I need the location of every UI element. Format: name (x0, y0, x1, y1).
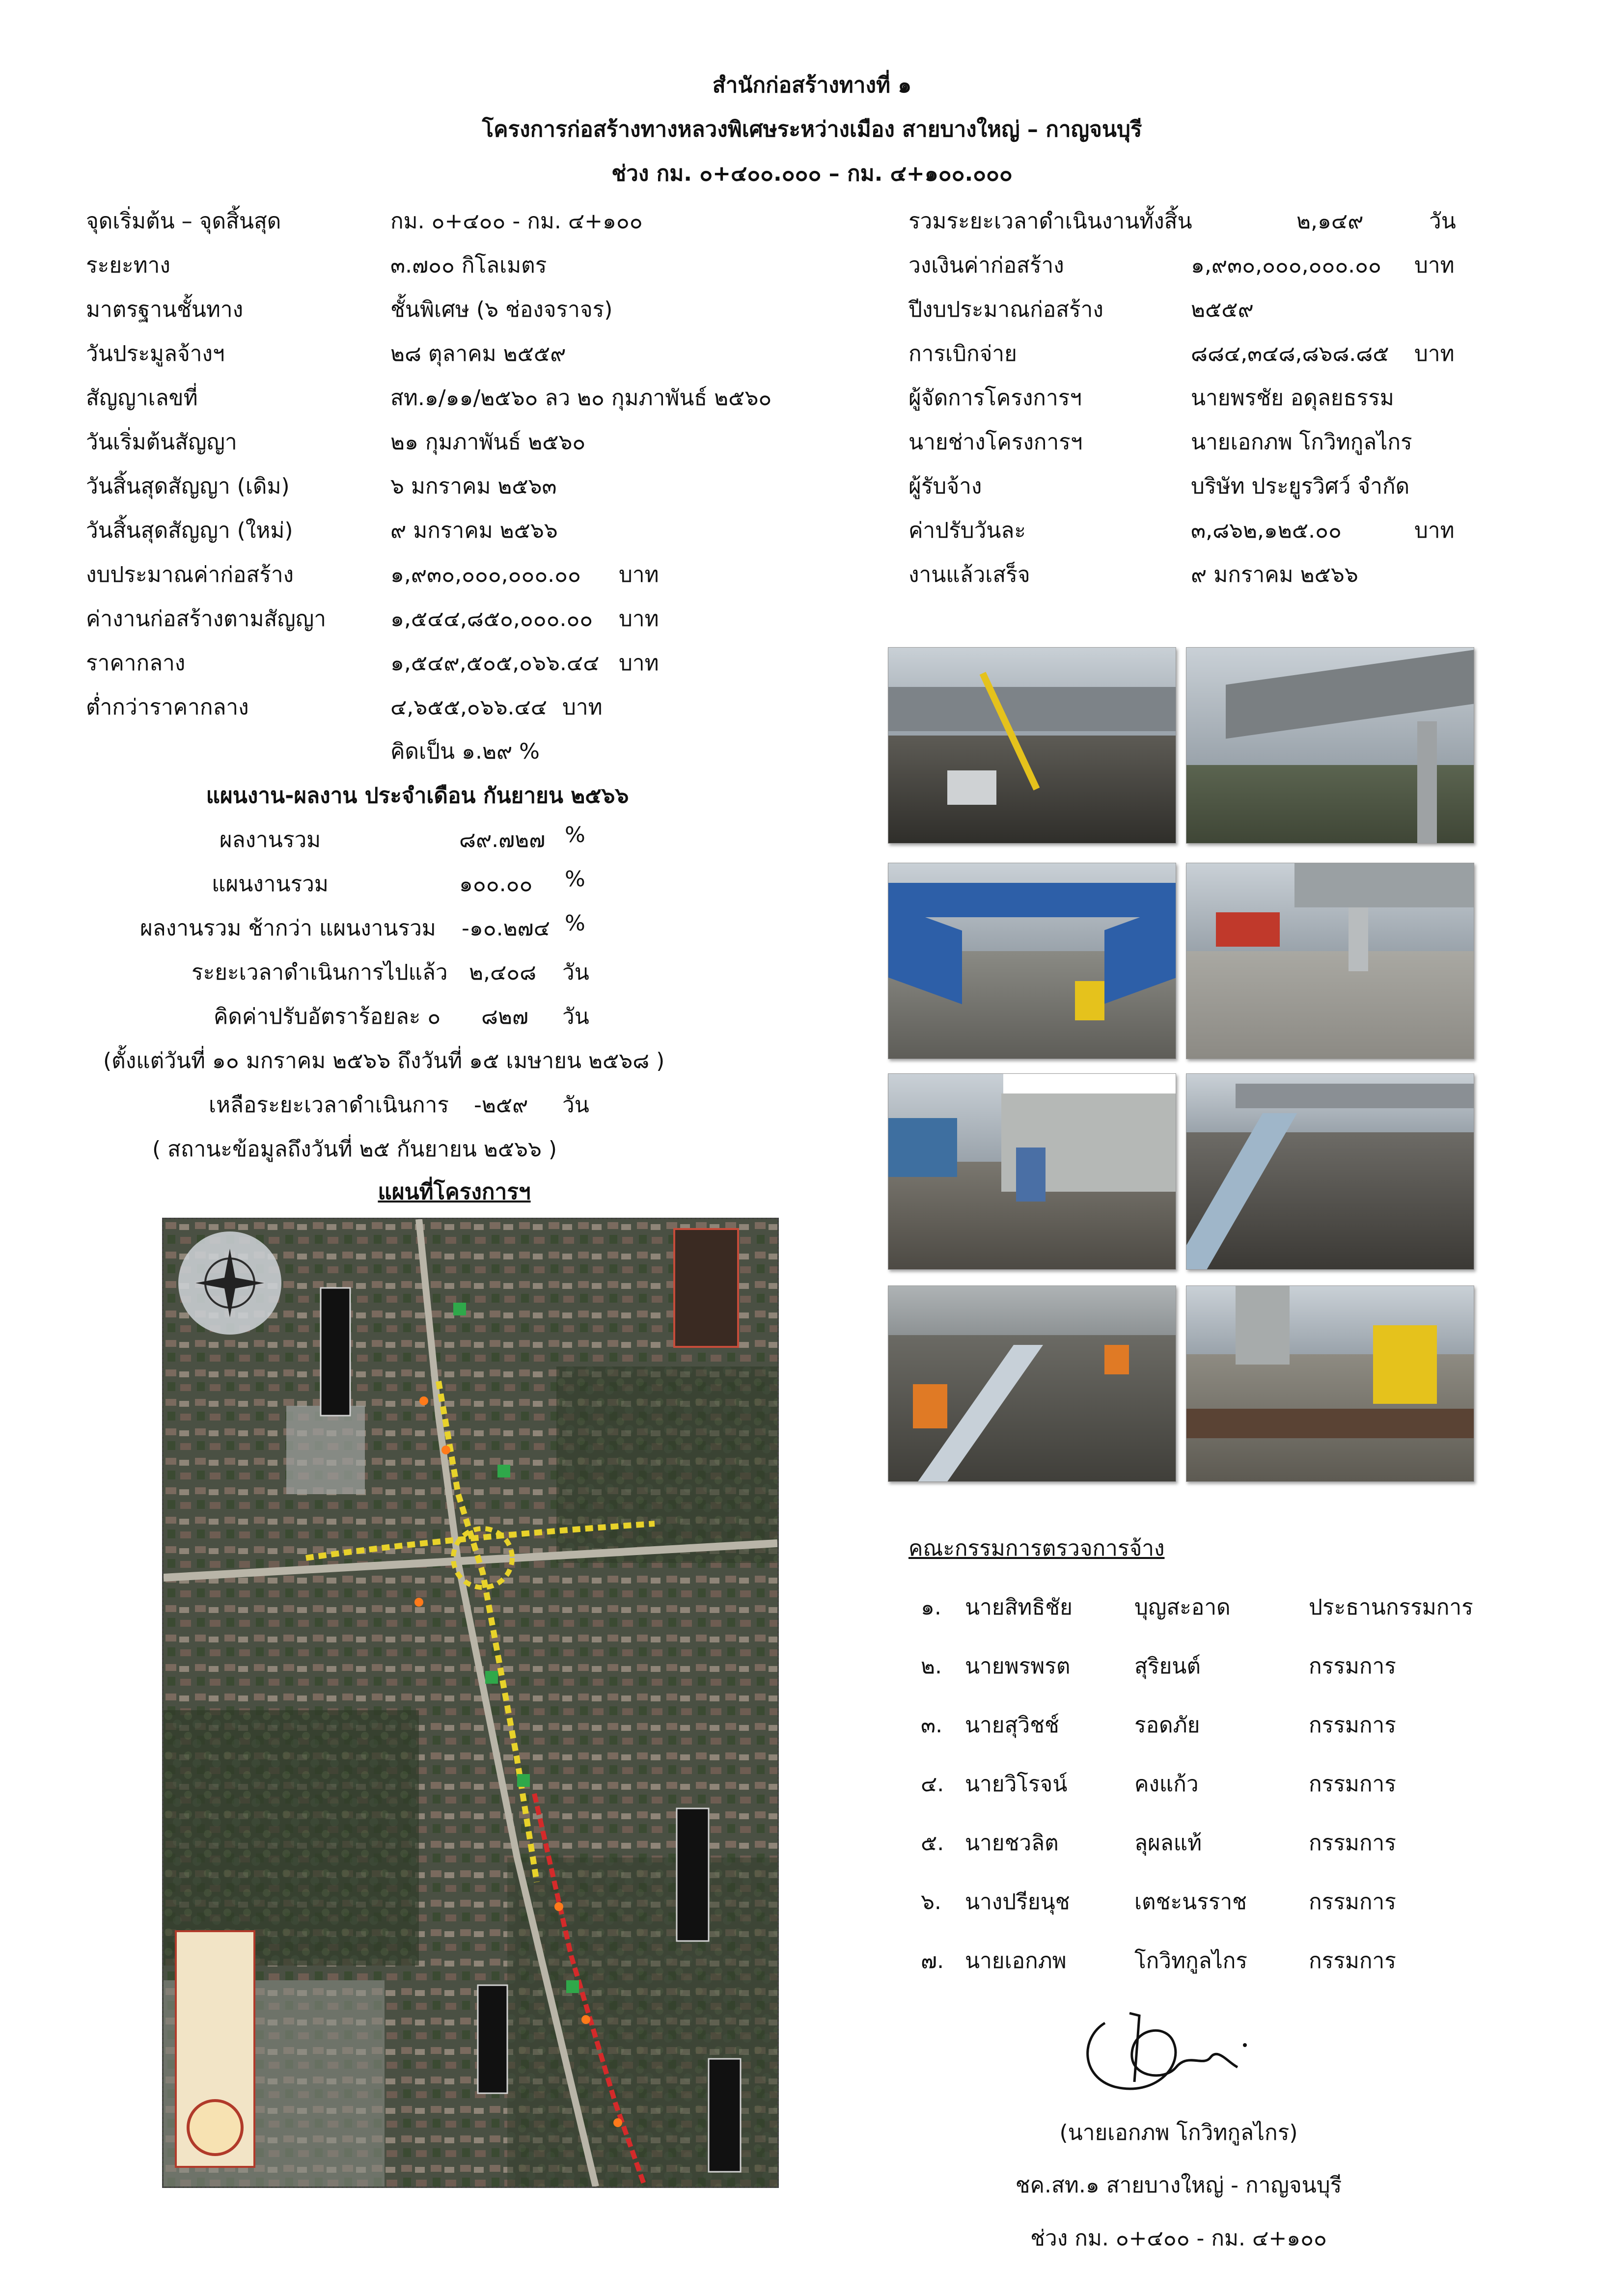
progress-value: ๘๒๗ (481, 1004, 529, 1029)
member-role: กรรมการ (1309, 1654, 1396, 1679)
progress-value: ๒,๔๐๘ (469, 960, 537, 985)
progress-label: คิดค่าปรับอัตราร้อยละ ๐ (214, 1004, 441, 1029)
info-label: วงเงินค่าก่อสร้าง (908, 253, 1064, 278)
info-label: ค่าปรับวันละ (908, 518, 1026, 543)
progress-unit: % (565, 911, 585, 936)
info-label: งานแล้วเสร็จ (908, 562, 1030, 587)
info-label: ระยะทาง (86, 253, 170, 278)
info-label: งบประมาณค่าก่อสร้าง (86, 562, 294, 587)
member-last-name: รอดภัย (1134, 1713, 1200, 1738)
signer-section: ช่วง กม. ๐+๔๐๐ - กม. ๔+๑๐๐ (1030, 2226, 1327, 2251)
info-label: รวมระยะเวลาดำเนินงานทั้งสิ้น (908, 209, 1192, 234)
info-value: ๒๑ กุมภาพันธ์ ๒๕๖๐ (390, 430, 586, 455)
member-first-name: นายสิทธิชัย (965, 1595, 1073, 1620)
info-value: ๑,๕๔๔,๘๕๐,๐๐๐.๐๐ (390, 606, 593, 631)
progress-label: ผลงานรวม ช้ากว่า แผนงานรวม (140, 916, 436, 941)
info-label: สัญญาเลขที่ (86, 385, 198, 410)
info-label: ค่างานก่อสร้างตามสัญญา (86, 606, 326, 631)
progress-label: ระยะเวลาดำเนินการไปแล้ว (192, 960, 448, 985)
signer-name: (นายเอกภพ โกวิทกูลไกร) (1059, 2120, 1298, 2145)
info-value: ๑,๙๓๐,๐๐๐,๐๐๐.๐๐ (1191, 253, 1381, 278)
info-unit: วัน (1429, 209, 1456, 234)
member-role: กรรมการ (1309, 1948, 1396, 1973)
member-last-name: โกวิทกูลไกร (1134, 1948, 1247, 1973)
info-value: ๓,๘๖๒,๑๒๕.๐๐ (1191, 518, 1342, 543)
info-unit: บาท (562, 695, 603, 720)
construction-photo-6 (1186, 1073, 1474, 1270)
info-value: ๒,๑๔๙ (1296, 209, 1364, 234)
info-value: ๔,๖๕๕,๐๖๖.๔๔ (390, 695, 548, 720)
info-label: จุดเริ่มต้น – จุดสิ้นสุด (86, 209, 281, 234)
member-number: ๒. (921, 1654, 942, 1679)
handwritten-signature (1071, 1994, 1257, 2102)
member-first-name: นายวิโรจน์ (965, 1772, 1068, 1797)
info-value: ๑,๕๔๙,๕๐๕,๐๖๖.๔๔ (390, 651, 600, 676)
signer-position: ชค.สท.๑ สายบางใหญ่ - กาญจนบุรี (1015, 2173, 1342, 2198)
info-value: ๘๘๔,๓๔๘,๘๖๘.๘๕ (1191, 341, 1389, 366)
progress-unit: วัน (562, 1004, 589, 1029)
department-seal (188, 2101, 242, 2155)
member-first-name: นายสุวิชช์ (965, 1713, 1059, 1738)
info-value: ๖ มกราคม ๒๕๖๓ (390, 474, 557, 499)
info-value: ๙ มกราคม ๒๕๖๖ (390, 518, 558, 543)
info-value: ๒๕๕๙ (1191, 297, 1254, 322)
info-unit: บาท (619, 651, 659, 676)
member-last-name: คงแก้ว (1134, 1772, 1199, 1797)
info-label: ราคากลาง (86, 651, 186, 676)
header-office: สำนักก่อสร้างทางที่ ๑ (712, 73, 912, 98)
period-note: (ตั้งแต่วันที่ ๑๐ มกราคม ๒๕๖๖ ถึงวันที่ ๑๕ เมษายน ๒๕๖๘ ) (103, 1048, 665, 1073)
info-label: ผู้รับจ้าง (908, 474, 982, 499)
info-value: ๙ มกราคม ๒๕๖๖ (1191, 562, 1358, 587)
info-label: ปีงบประมาณก่อสร้าง (908, 297, 1103, 322)
info-unit: บาท (619, 606, 659, 631)
member-first-name: นายพรพรต (965, 1654, 1071, 1679)
progress-title: แผนงาน-ผลงาน ประจำเดือน กันยายน ๒๕๖๖ (206, 783, 629, 808)
info-label: ต่ำกว่าราคากลาง (86, 695, 249, 720)
member-number: ๑. (921, 1595, 941, 1620)
member-number: ๗. (921, 1948, 944, 1973)
info-value: กม. ๐+๔๐๐ - กม. ๔+๑๐๐ (390, 209, 643, 234)
progress-value: ๘๙.๗๒๗ (459, 827, 546, 852)
info-label: วันสิ้นสุดสัญญา (เดิม) (86, 474, 290, 499)
member-role: กรรมการ (1309, 1831, 1396, 1856)
construction-photo-7 (888, 1285, 1176, 1482)
info-value: บริษัท ประยูรวิศว์ จำกัด (1191, 474, 1410, 499)
info-value: ๒๘ ตุลาคม ๒๕๕๙ (390, 341, 566, 366)
construction-photo-8 (1186, 1285, 1474, 1482)
member-last-name: เตชะนรราช (1134, 1889, 1247, 1914)
info-label: วันเริ่มต้นสัญญา (86, 430, 237, 455)
info-label: วันสิ้นสุดสัญญา (ใหม่) (86, 518, 293, 543)
info-value: สท.๑/๑๑/๒๕๖๐ ลว ๒๐ กุมภาพันธ์ ๒๕๖๐ (390, 385, 772, 410)
member-number: ๖. (921, 1889, 941, 1914)
header-project: โครงการก่อสร้างทางหลวงพิเศษระหว่างเมือง สายบางใหญ่ – กาญจนบุรี (482, 117, 1142, 142)
construction-photo-5 (888, 1073, 1176, 1270)
info-label: ผู้จัดการโครงการฯ (908, 385, 1082, 410)
header-section: ช่วง กม. ๐+๔๐๐.๐๐๐ – กม. ๔+๑๐๐.๐๐๐ (611, 161, 1013, 186)
info-label: มาตรฐานชั้นทาง (86, 297, 244, 322)
map-title: แผนที่โครงการฯ (378, 1179, 531, 1204)
construction-photo-2 (1186, 647, 1474, 844)
info-unit: บาท (1414, 253, 1455, 278)
progress-unit: วัน (562, 960, 589, 985)
member-number: ๔. (921, 1772, 944, 1797)
progress-value: ๑๐๐.๐๐ (459, 872, 533, 897)
member-first-name: นายเอกภพ (965, 1948, 1067, 1973)
construction-photo-1 (888, 647, 1176, 844)
info-unit: บาท (1414, 518, 1455, 543)
info-unit: บาท (619, 562, 659, 587)
member-last-name: ลุผลแท้ (1134, 1831, 1202, 1856)
remaining-unit: วัน (562, 1093, 589, 1118)
member-role: กรรมการ (1309, 1713, 1396, 1738)
info-label: วันประมูลจ้างฯ (86, 341, 225, 366)
map-graphic (164, 1219, 777, 2187)
status-note: ( สถานะข้อมูลถึงวันที่ ๒๕ กันยายน ๒๕๖๖ ) (152, 1137, 557, 1162)
member-role: ประธานกรรมการ (1309, 1595, 1473, 1620)
info-value: นายพรชัย อดุลยธรรม (1191, 385, 1394, 410)
progress-label: แผนงานรวม (212, 872, 329, 897)
compass-rose (178, 1231, 281, 1335)
member-number: ๕. (921, 1831, 944, 1856)
member-first-name: นายชวลิต (965, 1831, 1059, 1856)
construction-photo-4 (1186, 863, 1474, 1059)
info-label: นายช่างโครงการฯ (908, 430, 1083, 455)
info-value: นายเอกภพ โกวิทกูลไกร (1191, 430, 1412, 455)
info-value: ชั้นพิเศษ (๖ ช่องจราจร) (390, 297, 613, 322)
progress-value: -๑๐.๒๗๔ (462, 916, 551, 941)
remaining-value: -๒๕๙ (474, 1093, 528, 1118)
project-map (162, 1218, 779, 2188)
info-value: ๑,๙๓๐,๐๐๐,๐๐๐.๐๐ (390, 562, 581, 587)
member-last-name: บุญสะอาด (1134, 1595, 1231, 1620)
committee-title: คณะกรรมการตรวจการจ้าง (908, 1536, 1165, 1561)
progress-label: ผลงานรวม (219, 827, 321, 852)
progress-unit: % (565, 867, 585, 892)
info-value: ๓.๗๐๐ กิโลเมตร (390, 253, 547, 278)
member-role: กรรมการ (1309, 1772, 1396, 1797)
member-role: กรรมการ (1309, 1889, 1396, 1914)
progress-unit: % (565, 822, 585, 847)
remaining-label: เหลือระยะเวลาดำเนินการ (209, 1093, 449, 1118)
member-number: ๓. (921, 1713, 943, 1738)
info-unit: บาท (1414, 341, 1455, 366)
info-label: การเบิกจ่าย (908, 341, 1017, 366)
member-first-name: นางปรียนุช (965, 1889, 1070, 1914)
percent-below-median: คิดเป็น ๑.๒๙ % (390, 739, 540, 764)
member-last-name: สุริยนต์ (1134, 1654, 1201, 1679)
construction-photo-3 (888, 863, 1176, 1059)
